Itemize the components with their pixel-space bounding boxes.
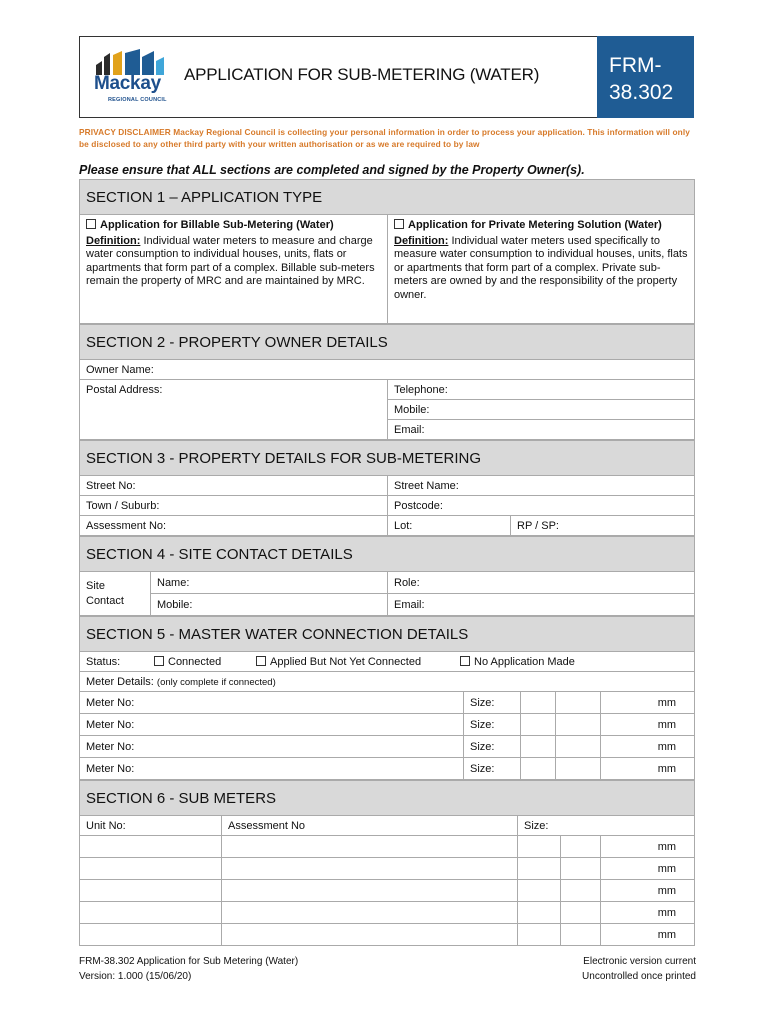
size-cell[interactable] [518,924,561,946]
mm-unit: mm [601,880,695,902]
assessment-cell[interactable] [222,836,518,858]
meter-no-field[interactable]: Meter No: [80,714,464,736]
unit-cell[interactable] [80,902,222,924]
applied-checkbox[interactable] [256,656,266,666]
section1-table [79,179,695,324]
size-cell[interactable] [521,692,556,714]
billable-def-label: Definition: [86,235,141,247]
assessment-cell[interactable] [222,858,518,880]
size-cell[interactable] [521,758,556,780]
status-label: Status: [86,655,121,668]
size-label: Size: [464,758,521,780]
page-footer [79,954,694,984]
section4-title: SECTION 4 - SITE CONTACT DETAILS [80,537,695,572]
unit-cell[interactable] [80,836,222,858]
size-label: Size: [464,736,521,758]
size-cell[interactable] [556,692,601,714]
size-cell[interactable] [561,902,601,924]
size-cell[interactable] [521,736,556,758]
section5-title: SECTION 5 - MASTER WATER CONNECTION DETAILS [80,617,695,652]
email-field[interactable]: Email: [388,420,695,440]
mm-unit: mm [601,902,695,924]
no-application-label: No Application Made [474,655,575,668]
postcode-field[interactable]: Postcode: [388,496,695,516]
mm-unit: mm [601,736,695,758]
meter-details-note: (only complete if connected) [156,676,276,688]
size-cell[interactable] [556,758,601,780]
assessment-cell[interactable] [222,880,518,902]
meter-details-row [80,672,695,692]
mm-unit: mm [601,836,695,858]
private-def-label: Definition: [394,235,449,247]
site-contact-label: Site Contact [80,572,151,616]
applied-label: Applied But Not Yet Connected [270,655,422,668]
privacy-disclaimer: PRIVACY DISCLAIMER Mackay Regional Council is collecting your personal information in order to process your application. This information will only be disclosed to any other third party with your written authorisation or as we are required to by law [79,127,690,149]
mobile-field[interactable]: Mobile: [388,400,695,420]
size-cell[interactable] [561,924,601,946]
billable-checkbox[interactable] [86,219,96,229]
private-checkbox[interactable] [394,219,404,229]
size-cell[interactable] [518,902,561,924]
size-cell[interactable] [556,714,601,736]
private-definition: Individual water meters used specifically to measure water consumption to individual houses, units, flats or apartments that form part of a complex. Private sub-meters are owned by and the responsibility of the property owner. [394,235,688,301]
unit-no-header: Unit No: [80,816,222,836]
no-application-checkbox[interactable] [460,656,470,666]
private-label: Application for Private Metering Solution (Water) [408,219,662,231]
contact-role-field[interactable]: Role: [388,572,695,594]
logo-name: Mackay [94,73,161,94]
size-cell[interactable] [518,858,561,880]
size-cell[interactable] [561,836,601,858]
billable-definition: Individual water meters to measure and charge water consumption to individual houses, units, flats or apartments that form part of a complex. Billable sub-meters remain the property of MRC and are maintained by MRC. [86,235,375,288]
instruction-text: Please ensure that ALL sections are completed and signed by the Property Owner(s). [79,163,585,177]
footer-uncontrolled-note: Uncontrolled once printed [582,971,696,982]
footer-form-name: FRM-38.302 Application for Sub Metering (Water) [79,956,299,967]
logo-subtitle: REGIONAL COUNCIL [108,97,167,103]
footer-right [582,954,696,984]
size-cell[interactable] [518,880,561,902]
meter-details-label: Meter Details: [86,675,154,688]
rp-sp-field[interactable]: RP / SP: [511,516,695,536]
billable-label: Application for Billable Sub-Metering (Water) [100,219,334,231]
unit-cell[interactable] [80,924,222,946]
size-cell[interactable] [518,836,561,858]
form-code-line1: FRM- [609,54,662,77]
section3-title: SECTION 3 - PROPERTY DETAILS FOR SUB-METERING [80,441,695,476]
mm-unit: mm [601,692,695,714]
form-code-box [597,36,694,118]
mackay-logo [92,47,172,107]
town-field[interactable]: Town / Suburb: [80,496,388,516]
size-label: Size: [464,692,521,714]
mm-unit: mm [601,858,695,880]
contact-mobile-field[interactable]: Mobile: [151,594,388,616]
connected-label: Connected [168,655,222,668]
assessment-cell[interactable] [222,924,518,946]
size-header: Size: [518,816,695,836]
assessment-cell[interactable] [222,902,518,924]
footer-version: Version: 1.000 (15/06/20) [79,971,192,982]
option-billable [80,215,388,324]
mm-unit: mm [601,758,695,780]
form-page [79,36,694,946]
size-label: Size: [464,714,521,736]
section4-table [79,536,695,616]
form-header [79,36,694,118]
mm-unit: mm [601,924,695,946]
street-no-field[interactable]: Street No: [80,476,388,496]
section6-table [79,780,695,946]
section1-title: SECTION 1 – APPLICATION TYPE [80,180,695,215]
telephone-field[interactable]: Telephone: [388,380,695,400]
section6-title: SECTION 6 - SUB METERS [80,781,695,816]
form-title: APPLICATION FOR SUB-METERING (WATER) [184,65,540,84]
size-cell[interactable] [556,736,601,758]
street-name-field[interactable]: Street Name: [388,476,695,496]
owner-name-field[interactable]: Owner Name: [80,360,695,380]
status-row [80,652,695,672]
assessment-no-field[interactable]: Assessment No: [80,516,388,536]
unit-cell[interactable] [80,880,222,902]
size-cell[interactable] [561,880,601,902]
footer-electronic-note: Electronic version current [583,956,696,967]
section3-table [79,440,695,536]
form-code-line2: 38.302 [609,81,674,104]
meter-no-field[interactable]: Meter No: [80,692,464,714]
unit-cell[interactable] [80,858,222,880]
size-cell[interactable] [521,714,556,736]
assessment-no-header: Assessment No [222,816,518,836]
postal-address-field[interactable]: Postal Address: [80,380,388,440]
lot-field[interactable]: Lot: [388,516,511,536]
section2-table [79,324,695,440]
meter-no-field[interactable]: Meter No: [80,758,464,780]
contact-email-field[interactable]: Email: [388,594,695,616]
meter-no-field[interactable]: Meter No: [80,736,464,758]
contact-name-field[interactable]: Name: [151,572,388,594]
size-cell[interactable] [561,858,601,880]
mm-unit: mm [601,714,695,736]
section5-table [79,616,695,780]
section2-title: SECTION 2 - PROPERTY OWNER DETAILS [80,325,695,360]
option-private [388,215,695,324]
connected-checkbox[interactable] [154,656,164,666]
